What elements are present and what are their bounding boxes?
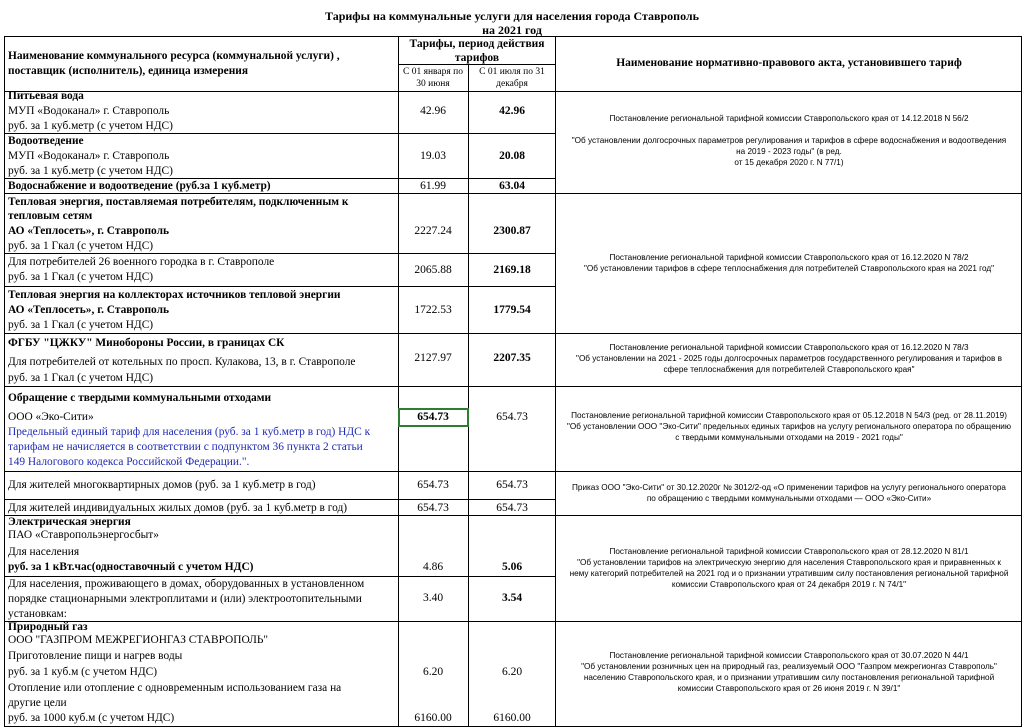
heat-collectors-tariff-1: 1722.53 (414, 304, 452, 316)
act-gas: Постановление региональной тарифной комиссии Ставропольского края от 30.07.2020 N 44/1 "Об установлении розничных цен на природный газ, реализуемый ООО "Газпром межрегионгаз Ставрополь" населению Ставропольского края, и о признании утратившим силу постановления региональной тарифной комиссии Ставропольского края от 26 июня 2019 г. N 39/1" (581, 651, 997, 693)
page-title: Тарифы на коммунальные услуги для населения города Ставрополь (325, 9, 699, 23)
electricity-stoves-line2: порядке стационарными электроплитами и (или) электроотопительными (8, 593, 362, 605)
waste-note-3: 149 Налогового кодекса Российской Федерации.". (8, 456, 250, 468)
electricity-provider: ПАО «Ставропольэнергосбыт» (8, 529, 159, 541)
act-heat: Постановление региональной тарифной комиссии Ставропольского края от 16.12.2020 N 78/2 "Об установлении тарифов в сфере теплоснабжения для потребителей Ставропольского края на 2021 год" (583, 253, 995, 273)
waste-tariff-2: 654.73 (496, 411, 528, 423)
electricity-stoves-tariff-1: 3.40 (422, 592, 444, 604)
waste-note-2: тарифам не начисляется в соответствии с подпунктом 36 пункта 2 статьи (8, 441, 363, 453)
act-waste: Постановление региональной тарифной комиссии Ставропольского края от 05.12.2018 N 54/3 (ред. от 28.11.2019) "Об установлении ООО "Эко-Сити" предельных единых тарифов на услугу регионального оператора по обращению с твердыми коммунальными отходами на 2019 - 2021 годы" (567, 411, 1011, 442)
waste-title: Обращение с твердыми коммунальными отходами (8, 392, 272, 404)
electricity-stoves-tariff-2: 3.54 (501, 592, 523, 604)
waste-houses-tariff-2: 654.73 (496, 502, 528, 514)
sewage-title: Водоотведение (8, 135, 84, 147)
gas-unit-1: руб. за 1 куб.м (с учетом НДС) (8, 666, 158, 678)
water-title: Питьевая вода (8, 90, 84, 102)
water-tariff-1: 42.96 (420, 105, 446, 117)
fgbu-title: ФГБУ "ЦЖКУ" Минобороны России, в границах СК (8, 337, 285, 349)
heat26-unit: руб. за 1 Гкал (с учетом НДС) (8, 271, 154, 283)
waste-apartments-tariff-1: 654.73 (417, 479, 449, 491)
electricity-line1: Для населения (8, 546, 80, 558)
waste-houses-label: Для жителей индивидуальных жилых домов (руб. за 1 куб.метр в год) (8, 502, 348, 514)
waste-provider: ООО «Эко-Сити» (8, 411, 94, 423)
heat26-tariff-1: 2065.88 (414, 264, 452, 276)
header-period-2: С 01 июля по 31 декабря (479, 67, 545, 89)
water-unit: руб. за 1 куб.метр (с учетом НДС) (8, 120, 173, 132)
heat-collectors-unit: руб. за 1 Гкал (с учетом НДС) (8, 319, 154, 331)
water-sewage-tariff-2: 63.04 (499, 180, 525, 192)
waste-houses-tariff-1: 654.73 (417, 502, 449, 514)
gas-line1: Приготовление пищи и нагрев воды (8, 650, 183, 662)
heat-tariff-1: 2227.24 (414, 225, 452, 237)
gas-line3: другие цели (8, 697, 67, 709)
sewage-provider: МУП «Водоканал» г. Ставрополь (8, 150, 170, 162)
header-period-1: С 01 января по 30 июня (403, 67, 463, 89)
heat-unit: руб. за 1 Гкал (с учетом НДС) (8, 240, 154, 252)
gas-title: Природный газ (8, 621, 88, 633)
electricity-stoves-line1: Для населения, проживающего в домах, оборудованных в установленном (8, 578, 365, 590)
fgbu-tariff-2: 2207.35 (493, 352, 531, 364)
header-resource-line1: Наименование коммунального ресурса (коммунальной услуги) , (8, 50, 340, 62)
heat26-tariff-2: 2169.18 (493, 264, 531, 276)
fgbu-unit: руб. за 1 Гкал (с учетом НДС) (8, 372, 154, 384)
heat26-line1: Для потребителей 26 военного городка в г. Ставрополе (8, 256, 275, 268)
fgbu-tariff-1: 2127.97 (414, 352, 452, 364)
act-water: Постановление региональной тарифной комиссии Ставропольского края от 14.12.2018 N 56/2 "Об установлении долгосрочных параметров регулирования и тарифов в сфере водоснабжения и водоотведения на 2019 - 2023 годы" (в ред. от 15 декабря 2020 г. N 77/1) (571, 114, 1007, 167)
waste-tariff-1: 654.73 (417, 411, 449, 423)
electricity-unit: руб. за 1 кВт.час(одноставочный с учетом НДС) (8, 561, 254, 573)
heat-provider: АО «Теплосеть», г. Ставрополь (8, 225, 169, 237)
sewage-tariff-2: 20.08 (499, 150, 525, 162)
page-subtitle: на 2021 год (482, 23, 542, 37)
heat-title-2: тепловым сетям (8, 210, 93, 222)
electricity-title: Электрическая энергия (8, 516, 131, 528)
gas-unit-2: руб. за 1000 куб.м (с учетом НДС) (8, 712, 175, 724)
heat-collectors-title: Тепловая энергия на коллекторах источников тепловой энергии (8, 289, 341, 301)
gas-tariff-3: 6160.00 (414, 712, 452, 724)
header-act: Наименование нормативно-правового акта, установившего тариф (616, 57, 962, 69)
sewage-unit: руб. за 1 куб.метр (с учетом НДС) (8, 165, 173, 177)
heat-collectors-provider: АО «Теплосеть», г. Ставрополь (8, 304, 169, 316)
waste-note-1: Предельный единый тариф для населения (руб. за 1 куб.метр в год) НДС к (8, 426, 371, 438)
water-sewage-title: Водоснабжение и водоотведение (руб.за 1 куб.метр) (8, 180, 271, 192)
gas-line2: Отопление или отопление с одновременным использованием газа на (8, 682, 342, 694)
gas-provider: ООО "ГАЗПРОМ МЕЖРЕГИОНГАЗ СТАВРОПОЛЬ" (8, 634, 269, 646)
header-resource-line2: поставщик (исполнитель), единица измерения (8, 65, 249, 77)
header-tariffs: Тарифы, период действия тарифов (409, 38, 545, 64)
electricity-tariff-1: 4.86 (422, 561, 444, 573)
water-provider: МУП «Водоканал» г. Ставрополь (8, 105, 170, 117)
heat-title-1: Тепловая энергия, поставляемая потребителям, подключенным к (8, 196, 349, 208)
gas-tariff-4: 6160.00 (493, 712, 531, 724)
waste-apartments-label: Для жителей многоквартирных домов (руб. за 1 куб.метр в год) (8, 479, 316, 491)
electricity-stoves-line3: установкам: (8, 608, 67, 620)
gas-tariff-2: 6.20 (501, 666, 523, 678)
electricity-tariff-2: 5.06 (501, 561, 523, 573)
heat-tariff-2: 2300.87 (493, 225, 531, 237)
gas-tariff-1: 6.20 (422, 666, 444, 678)
act-fgbu: Постановление региональной тарифной комиссии Ставропольского края от 16.12.2020 N 78/3 "Об установлении на 2021 - 2025 годы долгосрочных параметров государственного регулирования и тарифов в сфере теплоснабжения для потребителей Ставропольского края" (576, 343, 1002, 374)
water-tariff-2: 42.96 (499, 105, 525, 117)
heat-collectors-tariff-2: 1779.54 (493, 304, 531, 316)
act-electricity: Постановление региональной тарифной комиссии Ставропольского края от 28.12.2020 N 81/1 "Об установлении тарифов на электрическую энергию для населения Ставропольского края и приравненных к нему категорий потребителей на 2021 год и о признании утратившим силу постановления региональной тарифной комиссии Ставропольского края от 24 декабря 2019 г. N 74/1" (569, 547, 1009, 589)
fgbu-line1: Для потребителей от котельных по просп. Кулакова, 13, в г. Ставрополе (8, 356, 356, 368)
water-sewage-tariff-1: 61.99 (420, 180, 446, 192)
sewage-tariff-1: 19.03 (420, 150, 446, 162)
act-waste-2: Приказ ООО "Эко-Сити" от 30.12.2020г № 3012/2-од «О применении тарифов на услугу регионального оператора по обращению с твердыми коммунальными отходами — ООО «Эко-Сити» (572, 483, 1006, 503)
waste-apartments-tariff-2: 654.73 (496, 479, 528, 491)
